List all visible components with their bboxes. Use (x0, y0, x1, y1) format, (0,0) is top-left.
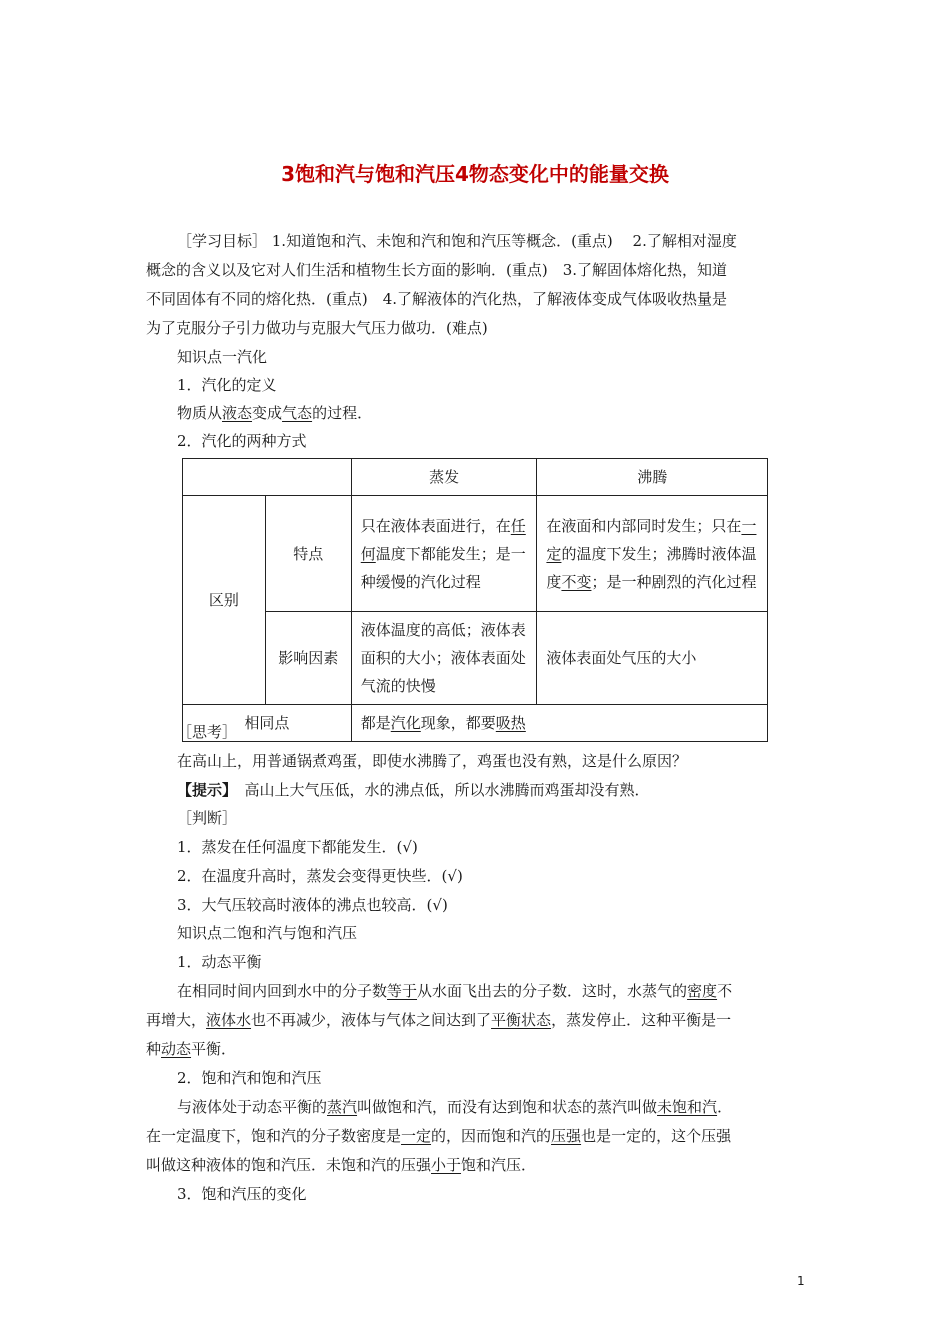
row-label-factors: 影响因素 (265, 612, 351, 705)
paragraph-line: 再增大，液体水也不再减少，液体与气体之间达到了平衡状态，蒸发停止．这种平衡是一 (146, 1011, 732, 1029)
objectives-line: ［学习目标］ 1.知道饱和汽、未饱和汽和饱和汽压等概念．(重点) 2.了解相对湿度 (177, 232, 737, 250)
definition-text: 物质从液态变成气态的过程． (177, 404, 373, 422)
page-number: 1 (797, 1274, 805, 1288)
boiling-factor-cell: 液体表面处气压的大小 (537, 612, 768, 705)
judge-item: 1．蒸发在任何温度下都能发生．(√) (177, 838, 418, 856)
hint-label: 【提示】 (177, 781, 230, 799)
paragraph-line: 叫做这种液体的饱和汽压．未饱和汽的压强小于饱和汽压． (146, 1156, 537, 1174)
answer-blank: 气态 (282, 404, 313, 422)
paragraph-line: 在一定温度下，饱和汽的分子数密度是一定的，因而饱和汽的压强也是一定的，这个压强 (146, 1127, 732, 1145)
table-corner-cell (183, 459, 352, 496)
objectives-line: 不同固体有不同的熔化热．(重点) 4.了解液体的汽化热，了解液体变成气体吸收热量是 (146, 290, 728, 308)
evaporation-factor-cell: 液体温度的高低；液体表面积的大小；液体表面处气流的快慢 (351, 612, 537, 705)
subsection-heading: 2．饱和汽和饱和汽压 (177, 1069, 322, 1087)
subsection-heading: 1．汽化的定义 (177, 376, 277, 394)
boiling-feature-cell: 在液面和内部同时发生；只在一定的温度下发生；沸腾时液体温度不变；是一种剧烈的汽化过程 (537, 496, 768, 612)
header-boiling: 沸腾 (537, 459, 768, 496)
think-label: ［思考］ (177, 723, 238, 741)
paragraph-line: 与液体处于动态平衡的蒸汽叫做饱和汽，而没有达到饱和状态的蒸汽叫做未饱和汽． (177, 1098, 733, 1116)
row-label-common: 相同点 (183, 705, 352, 742)
think-question: 在高山上，用普通锅煮鸡蛋，即使水沸腾了，鸡蛋也没有熟，这是什么原因？ (177, 752, 688, 770)
objectives-line: 为了克服分子引力做功与克服大气压力做功．(难点) (146, 319, 488, 337)
common-cell: 都是汽化现象，都要吸热 (351, 705, 767, 742)
subsection-heading: 3．饱和汽压的变化 (177, 1185, 307, 1203)
paragraph-line: 在相同时间内回到水中的分子数等于从水面飞出去的分子数．这时，水蒸气的密度不 (177, 982, 733, 1000)
row-label-difference: 区别 (183, 496, 266, 705)
judge-item: 3．大气压较高时液体的沸点也较高．(√) (177, 896, 448, 914)
row-label-feature: 特点 (265, 496, 351, 612)
section-heading: 知识点一汽化 (177, 348, 268, 366)
objectives-line: 概念的含义以及它对人们生活和植物生长方面的影响．(重点) 3.了解固体熔化热，知道 (146, 261, 728, 279)
section-heading: 知识点二饱和汽与饱和汽压 (177, 924, 358, 942)
subsection-heading: 2．汽化的两种方式 (177, 432, 307, 450)
paragraph-line: 种动态平衡． (146, 1040, 237, 1058)
header-evaporation: 蒸发 (351, 459, 537, 496)
page-title: 3饱和汽与饱和汽压4物态变化中的能量交换 (281, 162, 669, 186)
judge-item: 2．在温度升高时，蒸发会变得更快些．(√) (177, 867, 463, 885)
answer-blank: 液态 (222, 404, 253, 422)
subsection-heading: 1．动态平衡 (177, 953, 262, 971)
evaporation-feature-cell: 只在液体表面进行，在任何温度下都能发生；是一种缓慢的汽化过程 (351, 496, 537, 612)
hint-text: 【提示】 高山上大气压低，水的沸点低，所以水沸腾而鸡蛋却没有熟． (177, 781, 650, 799)
vaporization-comparison-table (182, 458, 768, 742)
judge-label: ［判断］ (177, 809, 238, 827)
